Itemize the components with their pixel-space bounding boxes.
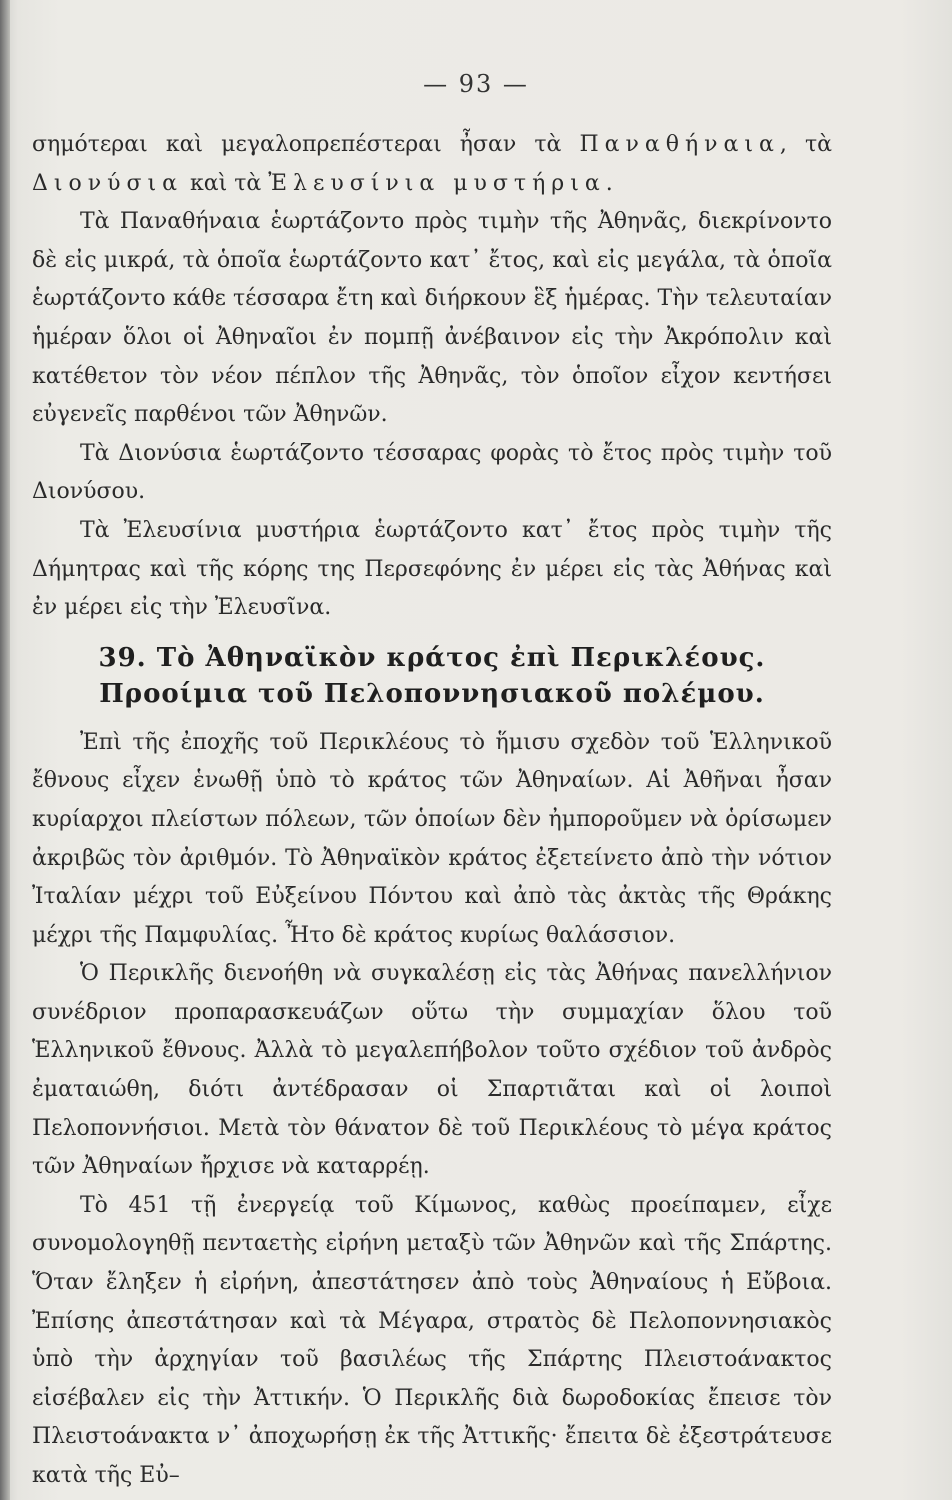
text-run: . xyxy=(605,170,613,196)
paragraph-festivals-intro xyxy=(32,126,832,203)
page-body xyxy=(32,126,832,1496)
text-run: , τὰ xyxy=(779,132,832,157)
paragraph-pericles-congress: Ὁ Περικλῆς διενοήθη νὰ συγκαλέσῃ εἰς τὰς Ἀθήνας πανελλήνιον συνέδριον προπαρασκευάζων οὕτω τὴν συμμαχίαν ὅλου τοῦ Ἑλληνικοῦ ἔθνους. Ἀλλὰ τὸ μεγαλεπήβολον τοῦτο σχέδιον τοῦ ἀνδρὸς ἐματαιώθη, διότι ἀντέδρασαν οἱ Σπαρτιᾶται καὶ οἱ λοιποὶ Πελοποννήσιοι. Μετὰ τὸν θάνατον δὲ τοῦ Περικλέους τὸ μέγα κράτος τῶν Ἀθηναίων ἤρχισε νὰ καταρρέῃ. xyxy=(32,961,832,1180)
spaced-term-panathenaia: Παναθήναια xyxy=(579,132,780,157)
page-number: — 93 — xyxy=(423,70,529,98)
book-spine-shadow xyxy=(0,0,10,1500)
paragraph-athenian-empire: Ἐπὶ τῆς ἐποχῆς τοῦ Περικλέους τὸ ἥμισυ σχεδὸν τοῦ Ἑλληνικοῦ ἔθνους εἶχεν ἑνωθῇ ὑπὸ τὸ κράτος τῶν Ἀθηναίων. Αἱ Ἀθῆναι ἦσαν κυρίαρχοι πλείστων πόλεων, τῶν ὁποίων δὲν ἠμποροῦμεν νὰ ὁρίσωμεν ἀκριβῶς τὸν ἀριθμόν. Τὸ Ἀθηναϊκὸν κράτος ἐξετείνετο ἀπὸ τὴν νότιον Ἰταλίαν μέχρι τοῦ Εὐξείνου Πόντου καὶ ἀπὸ τὰς ἀκτὰς τῆς Θράκης μέχρι τῆς Παμφυλίας. Ἦτο δὲ κράτος κυρίως θαλάσσιον. xyxy=(32,729,832,948)
paragraph-dionysia xyxy=(32,435,832,512)
spaced-term-eleusinian-mysteries: Ἐλευσίνια μυστήρια xyxy=(268,170,606,196)
section-heading xyxy=(32,640,832,712)
text-run: Τὰ Ἐλευσίνια μυστήρια ἑωρτάζοντο κατ᾽ ἔτος πρὸς τιμὴν τῆς Δήμητρας καὶ τῆς κόρης της Περσεφόνης ἐν μέρει εἰς τὰς Ἀθήνας καὶ ἐν μέρει εἰς τὴν Ἐλευσῖνα. xyxy=(32,517,832,621)
paragraph-eleusinia xyxy=(32,512,832,628)
text-run: καὶ τὰ xyxy=(183,170,269,196)
text-run: Τὰ Παναθήναια ἑωρτάζοντο πρὸς τιμὴν τῆς Ἀθηνᾶς, διεκρίνοντο δὲ εἰς μικρά, τὰ ὁποῖα ἑωρτάζοντο κατ᾽ ἔτος, καὶ εἰς μεγάλα, τὰ ὁποῖα ἑωρτάζοντο κάθε τέσσαρα ἔτη καὶ διήρκουν ἓξ ἡμέρας. Τὴν τελευταίαν ἡμέραν ὅλοι οἱ Ἀθηναῖοι ἐν πομπῇ ἀνέβαινον εἰς τὴν Ἀκρόπολιν καὶ κατέθετον τὸν νέον πέπλον τῆς Ἀθηνᾶς, τὸν ὁποῖον εἶχον κεντήσει εὐγενεῖς παρθένοι τῶν Ἀθηνῶν. xyxy=(32,209,832,428)
paragraph-panathenaia xyxy=(32,203,832,435)
spaced-term-dionysia: Διονύσια xyxy=(32,170,184,196)
text-run: Τὰ Διονύσια ἑωρτάζοντο τέσσαρας φορὰς τὸ ἔτος πρὸς τιμὴν τοῦ Διονύσου. xyxy=(32,440,832,505)
text-run: σημότεραι καὶ μεγαλοπρεπέστεραι ἦσαν τὰ xyxy=(32,132,580,157)
section-heading-line-2: Προοίμια τοῦ Πελοποννησιακοῦ πολέμου. xyxy=(99,678,765,709)
section-heading-line-1: 39. Τὸ Ἀθηναϊκὸν κράτος ἐπὶ Περικλέους. xyxy=(98,642,766,673)
paragraph-five-year-peace: Τὸ 451 τῇ ἐνεργείᾳ τοῦ Κίμωνος, καθὼς προείπαμεν, εἶχε συνομολογηθῇ πενταετὴς εἰρήνη μεταξὺ τῶν Ἀθηνῶν καὶ τῆς Σπάρτης. Ὅταν ἔληξεν ἡ εἰρήνη, ἀπεστάτησεν ἀπὸ τοὺς Ἀθηναίους ἡ Εὔβοια. Ἐπίσης ἀπεστάτησαν καὶ τὰ Μέγαρα, στρατὸς δὲ Πελοποννησιακὸς ὑπὸ τὴν ἀρχηγίαν τοῦ βασιλέως τῆς Σπάρτης Πλειστοάνακτος εἰσέβαλεν εἰς τὴν Ἀττικήν. Ὁ Περικλῆς διὰ δωροδοκίας ἔπεισε τὸν Πλειστοάνακτα ν᾽ ἀποχωρήσῃ ἐκ τῆς Ἀττικῆς· ἔπειτα δὲ ἐξεστράτευσε κατὰ τῆς Εὐ– xyxy=(32,1192,832,1488)
